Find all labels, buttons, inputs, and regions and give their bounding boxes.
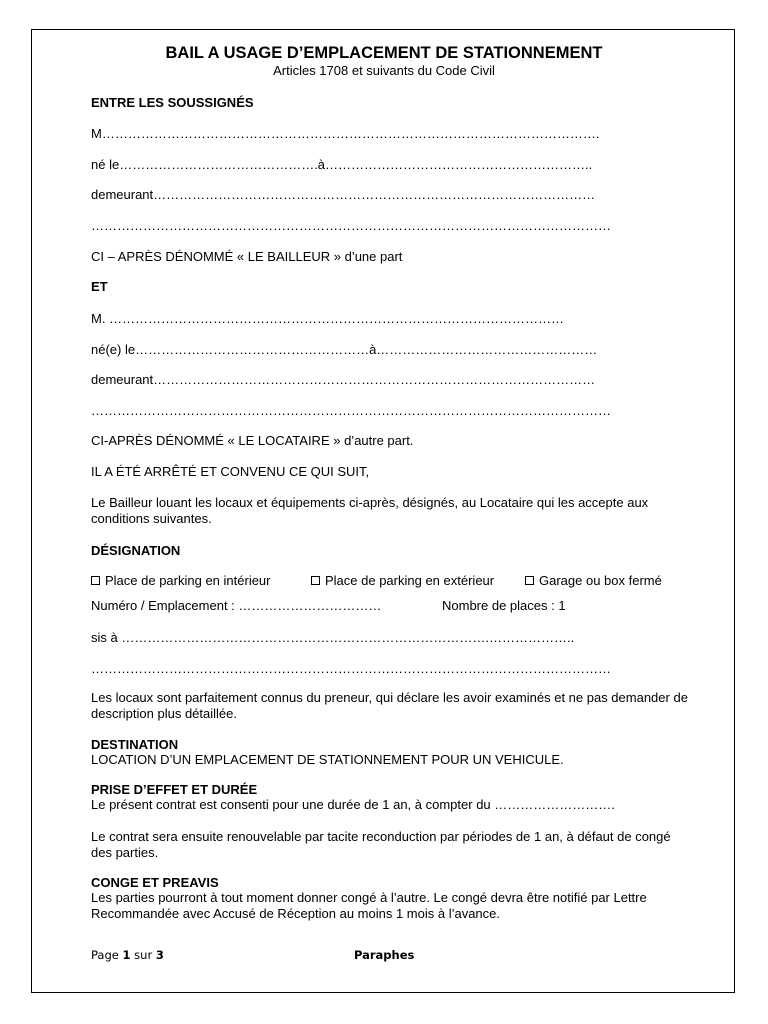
duration-heading: PRISE D’EFFET ET DURÉE — [91, 782, 258, 797]
destination-heading: DESTINATION — [91, 737, 179, 752]
and-label: ET — [91, 279, 108, 294]
bailleur-address-line-2: ………………………………………………………………………………………………………… — [91, 218, 611, 233]
checkbox-icon[interactable] — [525, 576, 534, 585]
premises-description: Les locaux sont parfaitement connus du preneur, qui déclare les avoir examinés et ne pas demander de description plus détaillée. — [91, 690, 688, 721]
page-word: Page — [91, 948, 119, 962]
option-label: Place de parking en extérieur — [325, 573, 495, 588]
initials-label: Paraphes — [354, 948, 415, 962]
locataire-address-line: demeurant………………………………………………………………………………………… — [91, 372, 596, 387]
places-count: Nombre de places : 1 — [442, 598, 566, 613]
page-current: 1 — [122, 948, 131, 962]
bailleur-name-line: M……………………………………………………………………………………………………. — [91, 126, 600, 141]
locataire-birth-line: né(e) le………………………………………………à…………………………………………… — [91, 342, 598, 357]
document-subtitle: Articles 1708 et suivants du Code Civil — [273, 63, 495, 78]
option-garage-box[interactable] — [525, 573, 662, 588]
location-line: sis à ………………………………………………………………………….……………….. — [91, 630, 575, 645]
parties-heading: ENTRE LES SOUSSIGNÉS — [91, 95, 254, 110]
document-title: BAIL A USAGE D’EMPLACEMENT DE STATIONNEMENT — [165, 44, 603, 62]
bailleur-address-line: demeurant………………………………………………………………………………………… — [91, 187, 596, 202]
checkbox-icon[interactable] — [91, 576, 100, 585]
option-outdoor-parking[interactable] — [311, 573, 494, 588]
duration-text: Le présent contrat est consenti pour une durée de 1 an, à compter du ………………………. — [91, 797, 615, 812]
locataire-designation: CI-APRÈS DÉNOMMÉ « LE LOCATAIRE » d’autre part. — [91, 433, 414, 448]
page-of: sur — [134, 948, 153, 962]
location-line-2: ………………………………………………………………………………………………………… — [91, 661, 611, 676]
bailleur-birth-line: né le……………………………………….à…………………………………………………….. — [91, 157, 593, 172]
page-number — [91, 948, 164, 962]
destination-text: LOCATION D’UN EMPLACEMENT DE STATIONNEMENT POUR UN VEHICULE. — [91, 752, 564, 767]
agreement-statement: IL A ÉTÉ ARRÊTÉ ET CONVENU CE QUI SUIT, — [91, 464, 370, 479]
number-location-field: Numéro / Emplacement : …………………………… — [91, 598, 382, 613]
option-label: Place de parking en intérieur — [105, 573, 271, 588]
option-label: Garage ou box fermé — [539, 573, 662, 588]
locataire-name-line: M. …………………………………………………………………………………………… — [91, 311, 565, 326]
notice-paragraph: Les parties pourront à tout moment donner congé à l’autre. Le congé devra être notifié par Lettre Recommandée avec Accusé de Réception au moins 1 mois à l’avance. — [91, 890, 647, 921]
locataire-address-line-2: ………………………………………………………………………………………………………… — [91, 403, 611, 418]
checkbox-icon[interactable] — [311, 576, 320, 585]
renewal-paragraph: Le contrat sera ensuite renouvelable par tacite reconduction par périodes de 1 an, à défaut de congé des parties. — [91, 829, 671, 860]
intro-paragraph: Le Bailleur louant les locaux et équipements ci-après, désignés, au Locataire qui les accepte aux conditions suivantes. — [91, 495, 649, 526]
notice-heading: CONGE ET PREAVIS — [91, 875, 219, 890]
option-indoor-parking[interactable] — [91, 573, 271, 588]
designation-heading: DÉSIGNATION — [91, 543, 181, 558]
page-total: 3 — [155, 948, 164, 962]
bailleur-designation: CI – APRÈS DÉNOMMÉ « LE BAILLEUR » d’une part — [91, 249, 403, 264]
